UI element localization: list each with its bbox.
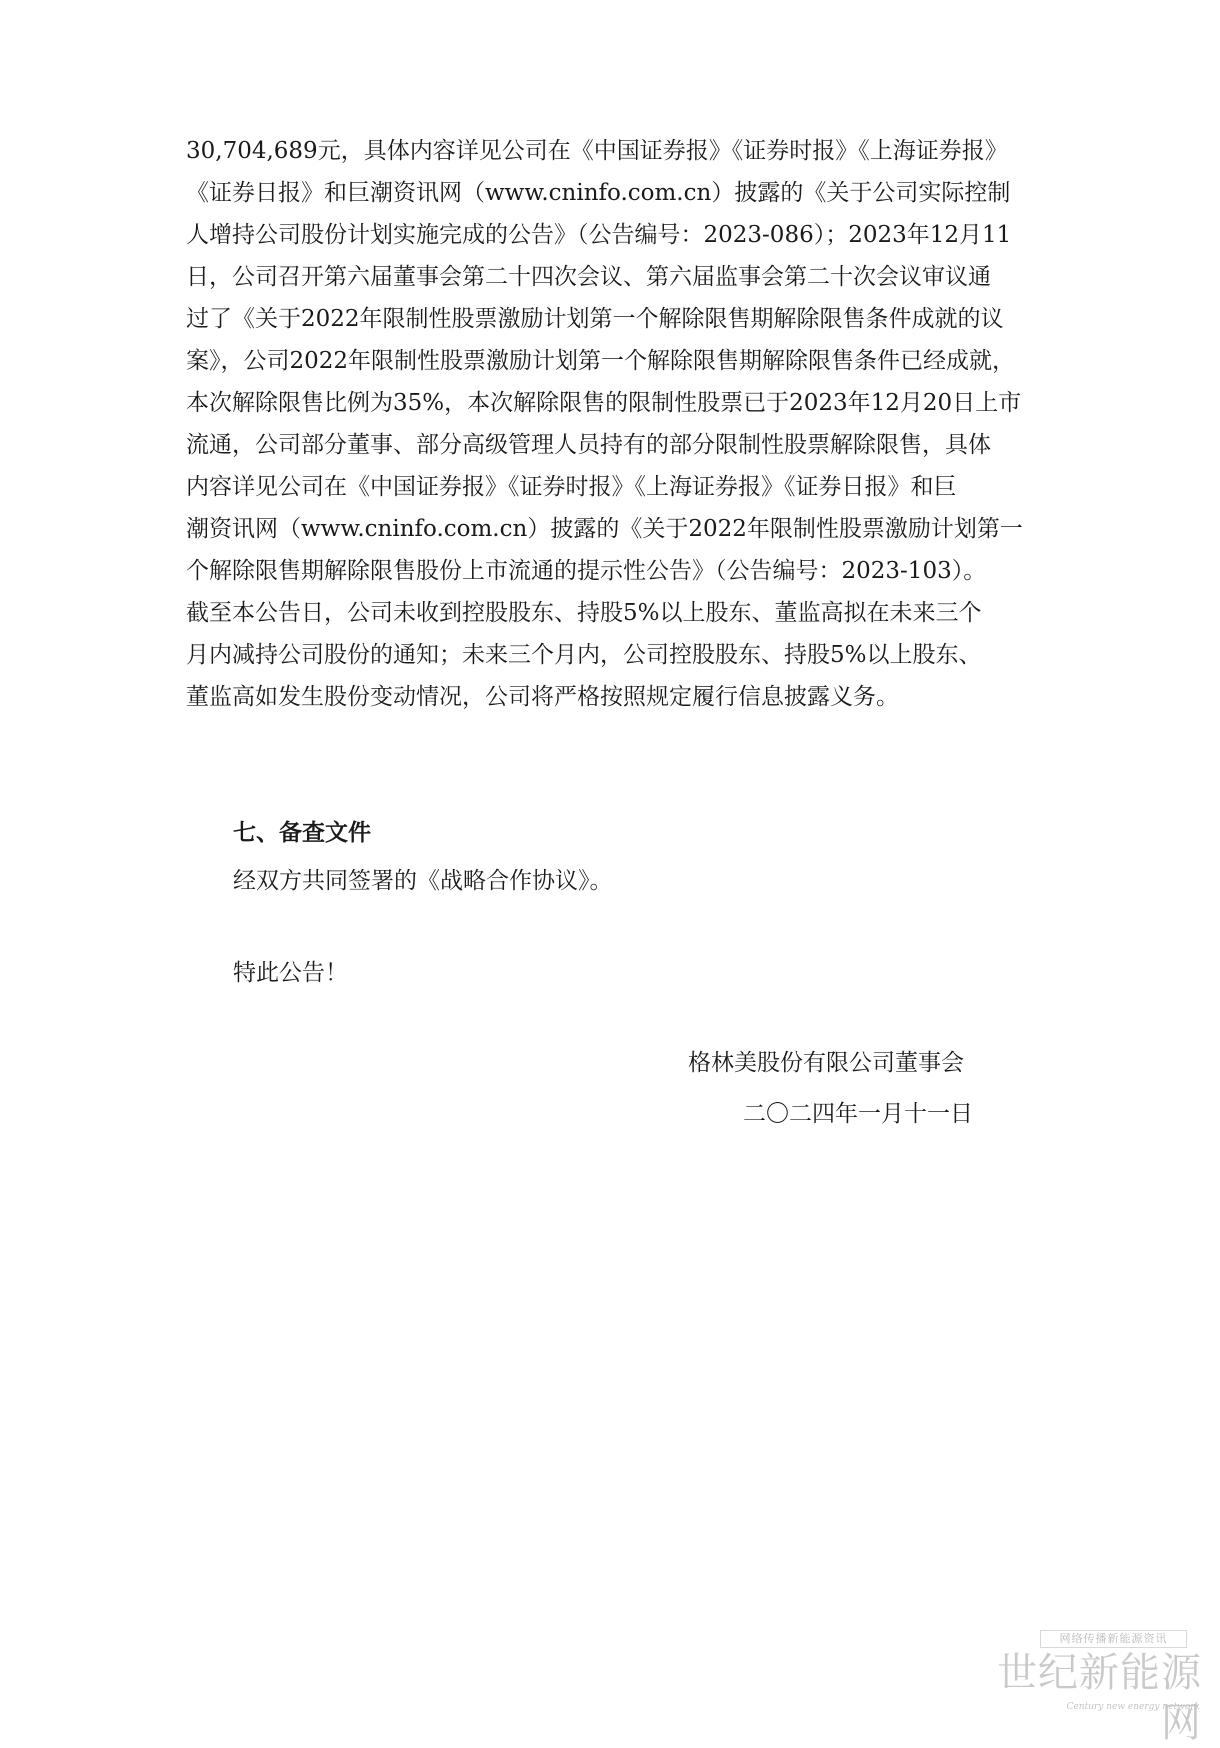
text-line: 人增持公司股份计划实施完成的公告》（公告编号：2023-086）；2023年12月11 <box>186 222 1012 248</box>
text-line: 30,704,689元，具体内容详见公司在《中国证券报》《证券时报》《上海证券报》 <box>186 138 1008 164</box>
text-line: 本次解除限售比例为35%，本次解除限售的限制性股票已于2023年12月20日上市 <box>186 390 1022 416</box>
signature-date: 二〇二四年一月十一日 <box>743 1101 973 1127</box>
body-paragraph <box>186 130 1046 718</box>
text-line: 月内减持公司股份的通知；未来三个月内，公司控股股东、持股5%以上股东、 <box>186 642 982 668</box>
watermark-english: Century new energy network <box>1066 1702 1200 1712</box>
signature-company: 格林美股份有限公司董事会 <box>688 1050 964 1076</box>
section-heading: 七、备查文件 <box>233 819 371 846</box>
watermark-tagline: 网络传播新能源资讯 <box>1040 1630 1187 1648</box>
closing-statement: 特此公告！ <box>233 960 348 986</box>
watermark-logo: 世纪新能源网 <box>997 1650 1202 1746</box>
reference-document: 经双方共同签署的《战略合作协议》。 <box>233 868 613 894</box>
text-line: 董监高如发生股份变动情况，公司将严格按照规定履行信息披露义务。 <box>186 684 899 710</box>
text-line: 内容详见公司在《中国证券报》《证券时报》《上海证券报》《证券日报》和巨 <box>186 474 957 500</box>
text-line: 截至本公告日，公司未收到控股股东、持股5%以上股东、董监高拟在未来三个 <box>186 600 982 626</box>
text-line: 日，公司召开第六届董事会第二十四次会议、第六届监事会第二十次会议审议通 <box>186 264 991 290</box>
text-line: 潮资讯网（www.cninfo.com.cn）披露的《关于2022年限制性股票激励计划第一 <box>186 516 1023 542</box>
text-line: 案》，公司2022年限制性股票激励计划第一个解除限售期解除限售条件已经成就， <box>186 348 1016 374</box>
text-line: 过了《关于2022年限制性股票激励计划第一个解除限售期解除限售条件成就的议 <box>186 306 1004 332</box>
text-line: 个解除限售期解除限售股份上市流通的提示性公告》（公告编号：2023-103）。 <box>186 558 987 584</box>
text-line: 流通，公司部分董事、部分高级管理人员持有的部分限制性股票解除限售，具体 <box>186 432 991 458</box>
text-line: 《证券日报》和巨潮资讯网（www.cninfo.com.cn）披露的《关于公司实际控制 <box>186 180 1011 206</box>
